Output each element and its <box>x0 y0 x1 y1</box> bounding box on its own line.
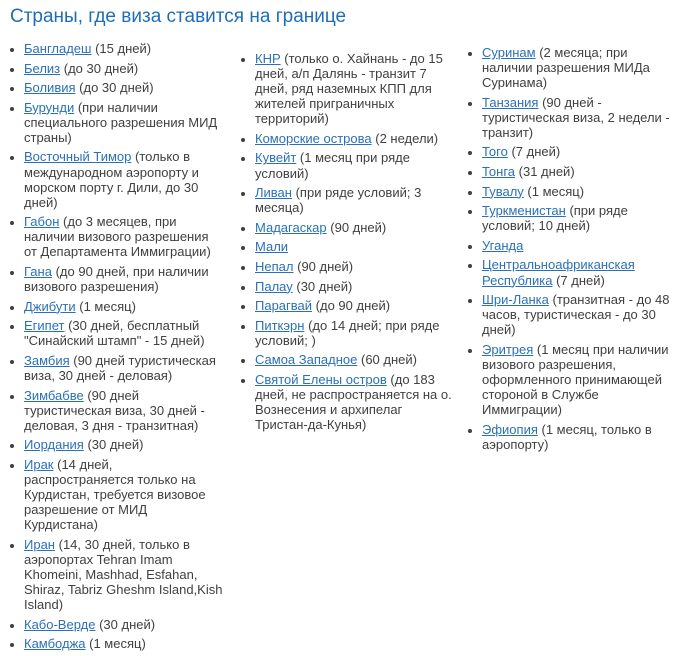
list-item <box>482 342 678 417</box>
visa-note: (15 дней) <box>95 41 152 56</box>
list-item <box>24 617 223 632</box>
list-item <box>255 352 453 367</box>
country-link[interactable]: Самоа Западное <box>255 352 358 368</box>
list-item <box>24 636 223 651</box>
list-item <box>24 318 223 348</box>
list-item <box>255 150 453 180</box>
country-link[interactable]: Непал <box>255 258 294 274</box>
visa-note: (только о. Хайнань - до 15 дней, а/п Далянь - транзит 7 дней, ряд наземных КПП для жителей приграничных территорий) <box>255 51 443 127</box>
visa-note: (транзитная - до 48 часов, туристическая - до 30 дней) <box>482 292 670 338</box>
list-item <box>24 353 223 383</box>
visa-note: (только в международном аэропорту и морском порту г. Дили, до 30 дней) <box>24 149 199 210</box>
list-item <box>482 184 678 199</box>
list-item <box>24 214 223 259</box>
country-link[interactable]: Боливия <box>24 80 76 96</box>
country-link[interactable]: Шри-Ланка <box>482 292 549 308</box>
country-link[interactable]: Парагвай <box>255 298 313 314</box>
visa-note: (30 дней, бесплатный "Синайский штамп" - 15 дней) <box>24 318 205 349</box>
list-item <box>482 45 678 90</box>
list-item <box>255 131 453 146</box>
visa-note: (до 3 месяцев, при наличии визового разрешения от Департамента Иммиграции) <box>24 214 211 260</box>
list-item <box>482 422 678 452</box>
list-item <box>482 144 678 159</box>
visa-note: (90 дней) <box>297 258 354 274</box>
visa-note: (1 месяц) <box>527 183 585 199</box>
visa-note: (при ряде условий; 3 месяца) <box>255 185 422 216</box>
visa-note: (31 дней) <box>518 164 575 180</box>
visa-note: (7 дней) <box>511 144 561 160</box>
list-item <box>482 238 678 253</box>
visa-note: (90 дней туристическая виза, 30 дней - деловая) <box>24 352 216 383</box>
visa-note: (до 90 дней, при наличии визового разрешения) <box>24 264 209 295</box>
visa-note: (при наличии специального разрешения МИД страны) <box>24 99 218 145</box>
country-link[interactable]: Тувалу <box>482 183 524 199</box>
country-link[interactable]: Бангладеш <box>24 41 92 56</box>
visa-note: (14, 30 дней, только в аэропортах Tehran Imam Khomeini, Mashhad, Esfahan, Shiraz, Tabriz Gheshm Island,Kish Island) <box>24 536 223 613</box>
country-link[interactable]: Иордания <box>24 437 84 453</box>
country-link[interactable]: Замбия <box>24 352 70 368</box>
country-link[interactable]: Уганда <box>482 237 524 253</box>
country-link[interactable]: Коморские острова <box>255 130 372 146</box>
visa-note: (90 дней) <box>330 219 387 235</box>
visa-note: (30 дней) <box>296 278 353 294</box>
list-item <box>24 149 223 209</box>
country-link[interactable]: Бурунди <box>24 99 75 115</box>
visa-note: (90 дней - туристическая виза, 2 недели - транзит) <box>482 94 670 140</box>
visa-note: (30 дней) <box>99 616 156 632</box>
country-link[interactable]: Питкэрн <box>255 317 305 333</box>
country-link[interactable]: Мали <box>255 239 289 255</box>
list-item <box>255 279 453 294</box>
country-link[interactable]: Палау <box>255 278 293 294</box>
visa-note: (90 дней туристическая виза, 30 дней - деловая, 3 дня - транзитная) <box>24 387 205 433</box>
country-link[interactable]: Белиз <box>24 60 61 76</box>
country-link[interactable]: КНР <box>255 51 281 66</box>
visa-note: (14 дней, распространяется только на Курдистан, требуется визовое разрешение от МИД Курдистана) <box>24 456 206 533</box>
country-link[interactable]: Эфиопия <box>482 421 538 437</box>
country-link[interactable]: Гана <box>24 264 52 280</box>
list-item <box>24 437 223 452</box>
country-link[interactable]: Габон <box>24 214 60 230</box>
list-item <box>255 259 453 274</box>
country-column-1 <box>10 41 223 656</box>
list-item <box>24 299 223 314</box>
visa-note: (1 месяц, только в аэропорту) <box>482 421 652 452</box>
list-item <box>24 537 223 612</box>
country-column-2 <box>241 41 453 437</box>
list-item <box>24 61 223 76</box>
visa-note: (до 30 дней) <box>63 60 139 76</box>
page-title: Страны, где виза ставится на границе <box>10 6 347 27</box>
list-item <box>255 220 453 235</box>
country-link[interactable]: Зимбабве <box>24 387 84 403</box>
list-item <box>24 388 223 433</box>
list-item <box>482 292 678 337</box>
list-item <box>482 203 678 233</box>
country-link[interactable]: Ирак <box>24 456 54 472</box>
list-item <box>255 298 453 313</box>
visa-note: (до 90 дней) <box>315 298 391 314</box>
country-link[interactable]: Иран <box>24 536 55 552</box>
list-item <box>24 457 223 532</box>
country-link[interactable]: Камбоджа <box>24 636 86 652</box>
country-link[interactable]: Суринам <box>482 45 536 60</box>
list-item <box>255 51 453 126</box>
country-link[interactable]: Туркменистан <box>482 203 566 219</box>
visa-note: (1 месяц) <box>79 298 136 314</box>
visa-note: (2 недели) <box>375 130 439 146</box>
list-item <box>255 185 453 215</box>
visa-note: (30 дней) <box>87 437 144 453</box>
visa-note: (1 месяц при ряде условий) <box>255 150 410 181</box>
visa-note: (2 месяца; при наличии разрешения МИДа Суринама) <box>482 45 650 91</box>
visa-note: (60 дней) <box>360 352 417 368</box>
country-link[interactable]: Мадагаскар <box>255 219 327 235</box>
list-item <box>482 164 678 179</box>
country-columns <box>10 41 690 656</box>
country-link[interactable]: Святой Елены остров <box>255 371 387 387</box>
country-link[interactable]: Эритрея <box>482 341 534 357</box>
country-link[interactable]: Танзания <box>482 94 539 110</box>
country-link[interactable]: Тонга <box>482 164 516 180</box>
country-link[interactable]: Джибути <box>24 298 76 314</box>
country-link[interactable]: Египет <box>24 318 65 334</box>
list-item <box>24 41 223 56</box>
list-item <box>482 95 678 140</box>
visa-note: (7 дней) <box>556 272 605 288</box>
visa-note: (до 30 дней) <box>79 80 154 96</box>
visa-note: (при ряде условий; 10 дней) <box>482 203 628 234</box>
visa-note: (1 месяц при наличии визового разрешения, оформленного принимающей стороной в Службе Иммиграции) <box>482 341 669 418</box>
list-item <box>24 80 223 95</box>
visa-note: (до 183 дней, не распространяется на о. Вознесения и архипелаг Тристан-да-Кунья) <box>255 371 452 433</box>
list-item <box>24 264 223 294</box>
country-link[interactable]: Кувейт <box>255 150 297 166</box>
list-item <box>482 257 678 287</box>
country-link[interactable]: Того <box>482 144 508 160</box>
country-link[interactable]: Ливан <box>255 185 292 201</box>
visa-note: (1 месяц) <box>89 636 146 652</box>
list-item <box>255 372 453 432</box>
country-link[interactable]: Восточный Тимор <box>24 149 132 165</box>
visa-note: (до 14 дней; при ряде условий; ) <box>255 317 440 348</box>
list-item <box>24 100 223 145</box>
list-item <box>255 239 453 254</box>
country-link[interactable]: Центральноафриканская Республика <box>482 257 635 288</box>
country-link[interactable]: Кабо-Верде <box>24 616 96 632</box>
list-item <box>255 318 453 348</box>
country-column-3 <box>468 41 678 456</box>
